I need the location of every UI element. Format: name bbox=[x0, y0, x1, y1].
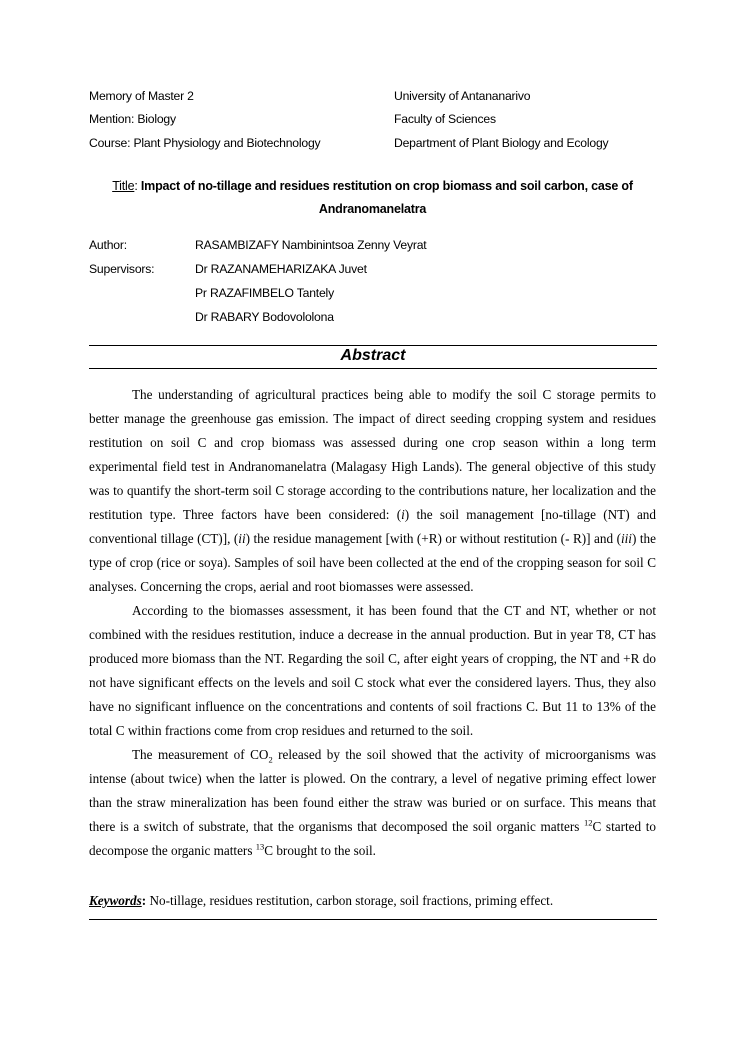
header-faculty: Faculty of Sciences bbox=[394, 112, 496, 126]
abstract-top-rule bbox=[89, 345, 657, 346]
title-block bbox=[89, 175, 656, 221]
supervisor-name: Dr RABARY Bodovololona bbox=[195, 310, 334, 324]
keywords-colon: : bbox=[141, 893, 147, 908]
supervisor-name: Pr RAZAFIMBELO Tantely bbox=[195, 286, 334, 300]
header-row-1 bbox=[89, 89, 531, 103]
keywords-text: No-tillage, residues restitution, carbon storage, soil fractions, priming effect. bbox=[146, 893, 554, 908]
header-course: Course: Plant Physiology and Biotechnology bbox=[89, 136, 321, 150]
title-label: Title bbox=[112, 179, 135, 193]
keywords-line bbox=[89, 893, 553, 909]
header-row-2 bbox=[89, 112, 496, 126]
author-label: Author: bbox=[89, 238, 127, 252]
abstract-bottom-rule bbox=[89, 368, 657, 369]
abstract-body bbox=[89, 383, 656, 863]
header-mention: Mention: Biology bbox=[89, 112, 176, 126]
header-row-3 bbox=[89, 136, 609, 150]
supervisors-label: Supervisors: bbox=[89, 262, 155, 276]
supervisor-name: Dr RAZANAMEHARIZAKA Juvet bbox=[195, 262, 367, 276]
abstract-paragraph-1: The understanding of agricultural practices being able to modify the soil C storage permits to better manage the greenhouse gas emission. The impact of direct seeding cropping system and residues restitution on soil C and crop biomass was assessed during one crop season within a long term experimental field test in Andranomanelatra (Malagasy High Lands). The general objective of this study was to quantify the short-term soil C storage according to the contributions nature, her localization and the restitution type. Three factors have been considered: (i) the soil management [no-tillage (NT) and conventional tillage (CT)], (ii) the residue management [with (+R) or without restitution (- R)] and (iii) the type of crop (rice or soya). Samples of soil have been collected at the end of the cropping season for soil C analyses. Concerning the crops, aerial and root biomasses were assessed. bbox=[89, 387, 656, 594]
author-name: RASAMBIZAFY Nambinintsoa Zenny Veyrat bbox=[195, 238, 427, 252]
supervisor-row-1 bbox=[89, 262, 367, 276]
abstract-paragraph-2: According to the biomasses assessment, it has been found that the CT and NT, whether or not combined with the residues restitution, induce a decrease in the annual production. But in year T8, CT has produced more biomass than the NT. Regarding the soil C, after eight years of cropping, the NT and +R do not have significant effects on the levels and soil C stock what ever the considered layers. Thus, they also have no significant influence on the concentrations and contents of soil fractions C. But 11 to 13% of the total C within fractions come from crop residues and returned to the soil. bbox=[89, 603, 656, 738]
keywords-label: Keywords bbox=[89, 893, 142, 908]
keywords-bottom-rule bbox=[89, 919, 657, 920]
header-memory: Memory of Master 2 bbox=[89, 89, 194, 103]
abstract-heading: Abstract bbox=[340, 347, 406, 364]
abstract-paragraph-3: The measurement of $CO_2$ released by the soil showed that the activity of microorganisms was intense (about twice) when the latter is plowed. On the contrary, a level of negative priming effect lower than the straw mineralization has been found either the straw was buried or on surface. This means that there is a switch of substrate, that the organisms that decomposed the soil organic matters $^{12}$C started to decompose the organic matters $^{13}$C brought to the soil. bbox=[89, 747, 656, 858]
author-row bbox=[89, 238, 427, 252]
header-university: University of Antananarivo bbox=[394, 89, 531, 103]
thesis-title: Impact of no-tillage and residues restitution on crop biomass and soil carbon, case of Andranomanelatra bbox=[140, 179, 633, 216]
title-colon: : bbox=[134, 179, 141, 193]
header-department: Department of Plant Biology and Ecology bbox=[394, 136, 609, 150]
